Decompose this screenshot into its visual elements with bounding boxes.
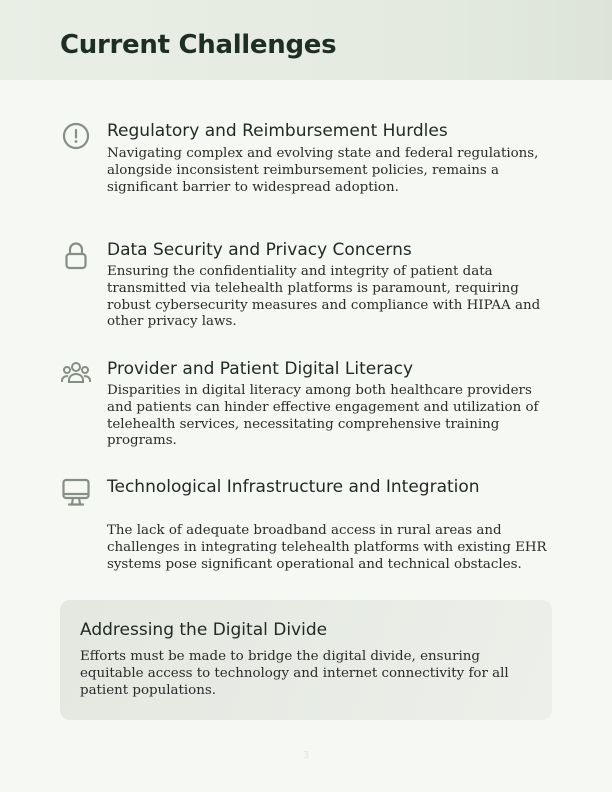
challenge-title: Regulatory and Reimbursement Hurdles xyxy=(107,121,448,141)
challenge-description: Navigating complex and evolving state and federal regulations, alongside inconsistent reimbursement policies, remains a significant barrier to widespread adoption. xyxy=(107,146,539,195)
page-header xyxy=(0,0,612,80)
page-title: Current Challenges xyxy=(60,30,337,60)
callout-body: Efforts must be made to bridge the digital divide, ensuring equitable access to technology and internet connectivity for all patient populations. xyxy=(80,649,509,698)
challenge-title: Technological Infrastructure and Integration xyxy=(107,477,480,497)
desktop-computer-icon xyxy=(60,476,92,508)
callout-title: Addressing the Digital Divide xyxy=(80,620,328,640)
exclamation-circle-icon xyxy=(60,120,92,152)
challenge-description: The lack of adequate broadband access in rural areas and challenges in integrating telehealth platforms with existing EHR systems pose significant operational and technical obstacles. xyxy=(107,523,547,572)
challenge-title: Data Security and Privacy Concerns xyxy=(107,240,412,260)
challenge-description: Ensuring the confidentiality and integrity of patient data transmitted via telehealth platforms is paramount, requiring robust cybersecurity measures and compliance with HIPAA and other privacy laws. xyxy=(107,264,541,330)
users-icon xyxy=(60,358,92,390)
challenge-description: Disparities in digital literacy among both healthcare providers and patients can hinder effective engagement and utilization of telehealth services, necessitating comprehensive training programs. xyxy=(107,383,539,449)
lock-icon xyxy=(60,239,92,271)
page-number: 3 xyxy=(302,750,310,761)
digital-divide-callout xyxy=(60,600,552,720)
challenge-title: Provider and Patient Digital Literacy xyxy=(107,359,414,379)
